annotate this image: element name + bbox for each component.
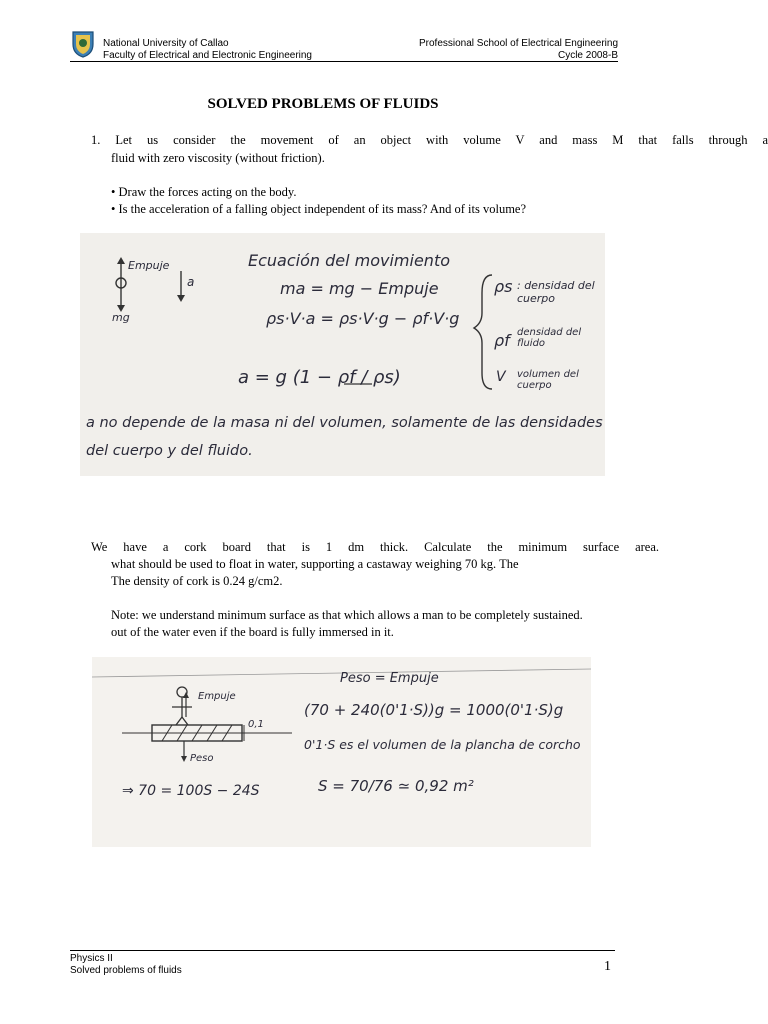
page-number: 1 — [604, 959, 611, 974]
force-buoyancy-label: Empuje — [128, 259, 170, 272]
header-right — [419, 38, 618, 62]
thickness-label: 0,1 — [248, 719, 264, 730]
cycle-label: Cycle 2008-B — [557, 50, 618, 61]
equation-balance: (70 + 240(0'1·S))g = 1000(0'1·S)g — [304, 701, 564, 719]
handwritten-solution-1 — [80, 233, 605, 476]
buoyancy-label: Empuje — [198, 691, 236, 702]
weight-label: Peso — [190, 753, 214, 764]
volume-symbol: V — [496, 369, 506, 385]
equation-simplified: ⇒ 70 = 100S − 24S — [122, 783, 260, 799]
problem1-bullet1: • Draw the forces acting on the body. — [111, 185, 297, 199]
document-name: Solved problems of fluids — [70, 965, 182, 976]
volume-note: 0'1·S es el volumen de la plancha de corcho — [304, 737, 581, 752]
equation-1: ma = mg − Empuje — [280, 279, 439, 298]
area-result: S = 70/76 ≃ 0,92 m² — [318, 777, 474, 795]
equation-3: a = g (1 − ρf / ρs) — [238, 367, 401, 388]
problem1-line1: 1. Let us consider the movement of an object with volume V and mass M that falls through a — [91, 133, 768, 147]
page-title: SOLVED PROBLEMS OF FLUIDS — [207, 96, 439, 112]
problem2-line3: The density of cork is 0.24 g/cm2. — [111, 574, 283, 588]
conclusion-line2: del cuerpo y del fluido. — [86, 443, 253, 459]
rho-f-definition: densidad del fluido — [517, 327, 582, 349]
footer-divider — [70, 950, 615, 951]
force-weight-label: mg — [112, 311, 130, 324]
problem1-line2: fluid with zero viscosity (without friction). — [111, 151, 325, 165]
problem2-line2: what should be used to float in water, supporting a castaway weighing 70 kg. The — [111, 557, 519, 571]
problem2-line1: We have a cork board that is 1 dm thick. Calculate the minimum surface area. — [91, 540, 659, 554]
rho-s-symbol: ρs — [494, 277, 513, 296]
school-name: Professional School of Electrical Engineering — [419, 38, 618, 49]
weight-equals-buoyancy: Peso = Empuje — [340, 671, 439, 686]
course-name: Physics II — [70, 953, 113, 964]
header-divider — [70, 61, 618, 62]
header-left — [103, 38, 312, 62]
university-seal-icon — [71, 30, 95, 58]
equation-2: ρs·V·a = ρs·V·g − ρf·V·g — [266, 309, 460, 328]
handwritten-solution-2 — [92, 657, 591, 847]
conclusion-line1: a no depende de la masa ni del volumen, solamente de las densidades — [86, 415, 603, 431]
problem2-note-line1: Note: we understand minimum surface as that which allows a man to be completely sustained. — [111, 608, 583, 622]
rho-s-definition: : densidad del cuerpo — [517, 279, 595, 305]
rho-f-symbol: ρf — [494, 331, 510, 350]
motion-equation-heading: Ecuación del movimiento — [248, 251, 451, 270]
problem2-note-line2: out of the water even if the board is fully immersed in it. — [111, 625, 394, 639]
university-name: National University of Callao — [103, 38, 229, 49]
volume-definition: volumen del cuerpo — [517, 369, 579, 391]
acceleration-label: a — [187, 275, 195, 289]
footer — [70, 953, 182, 977]
faculty-name: Faculty of Electrical and Electronic Engineering — [103, 50, 312, 61]
problem1-bullet2: • Is the acceleration of a falling object independent of its mass? And of its volume? — [111, 202, 527, 216]
